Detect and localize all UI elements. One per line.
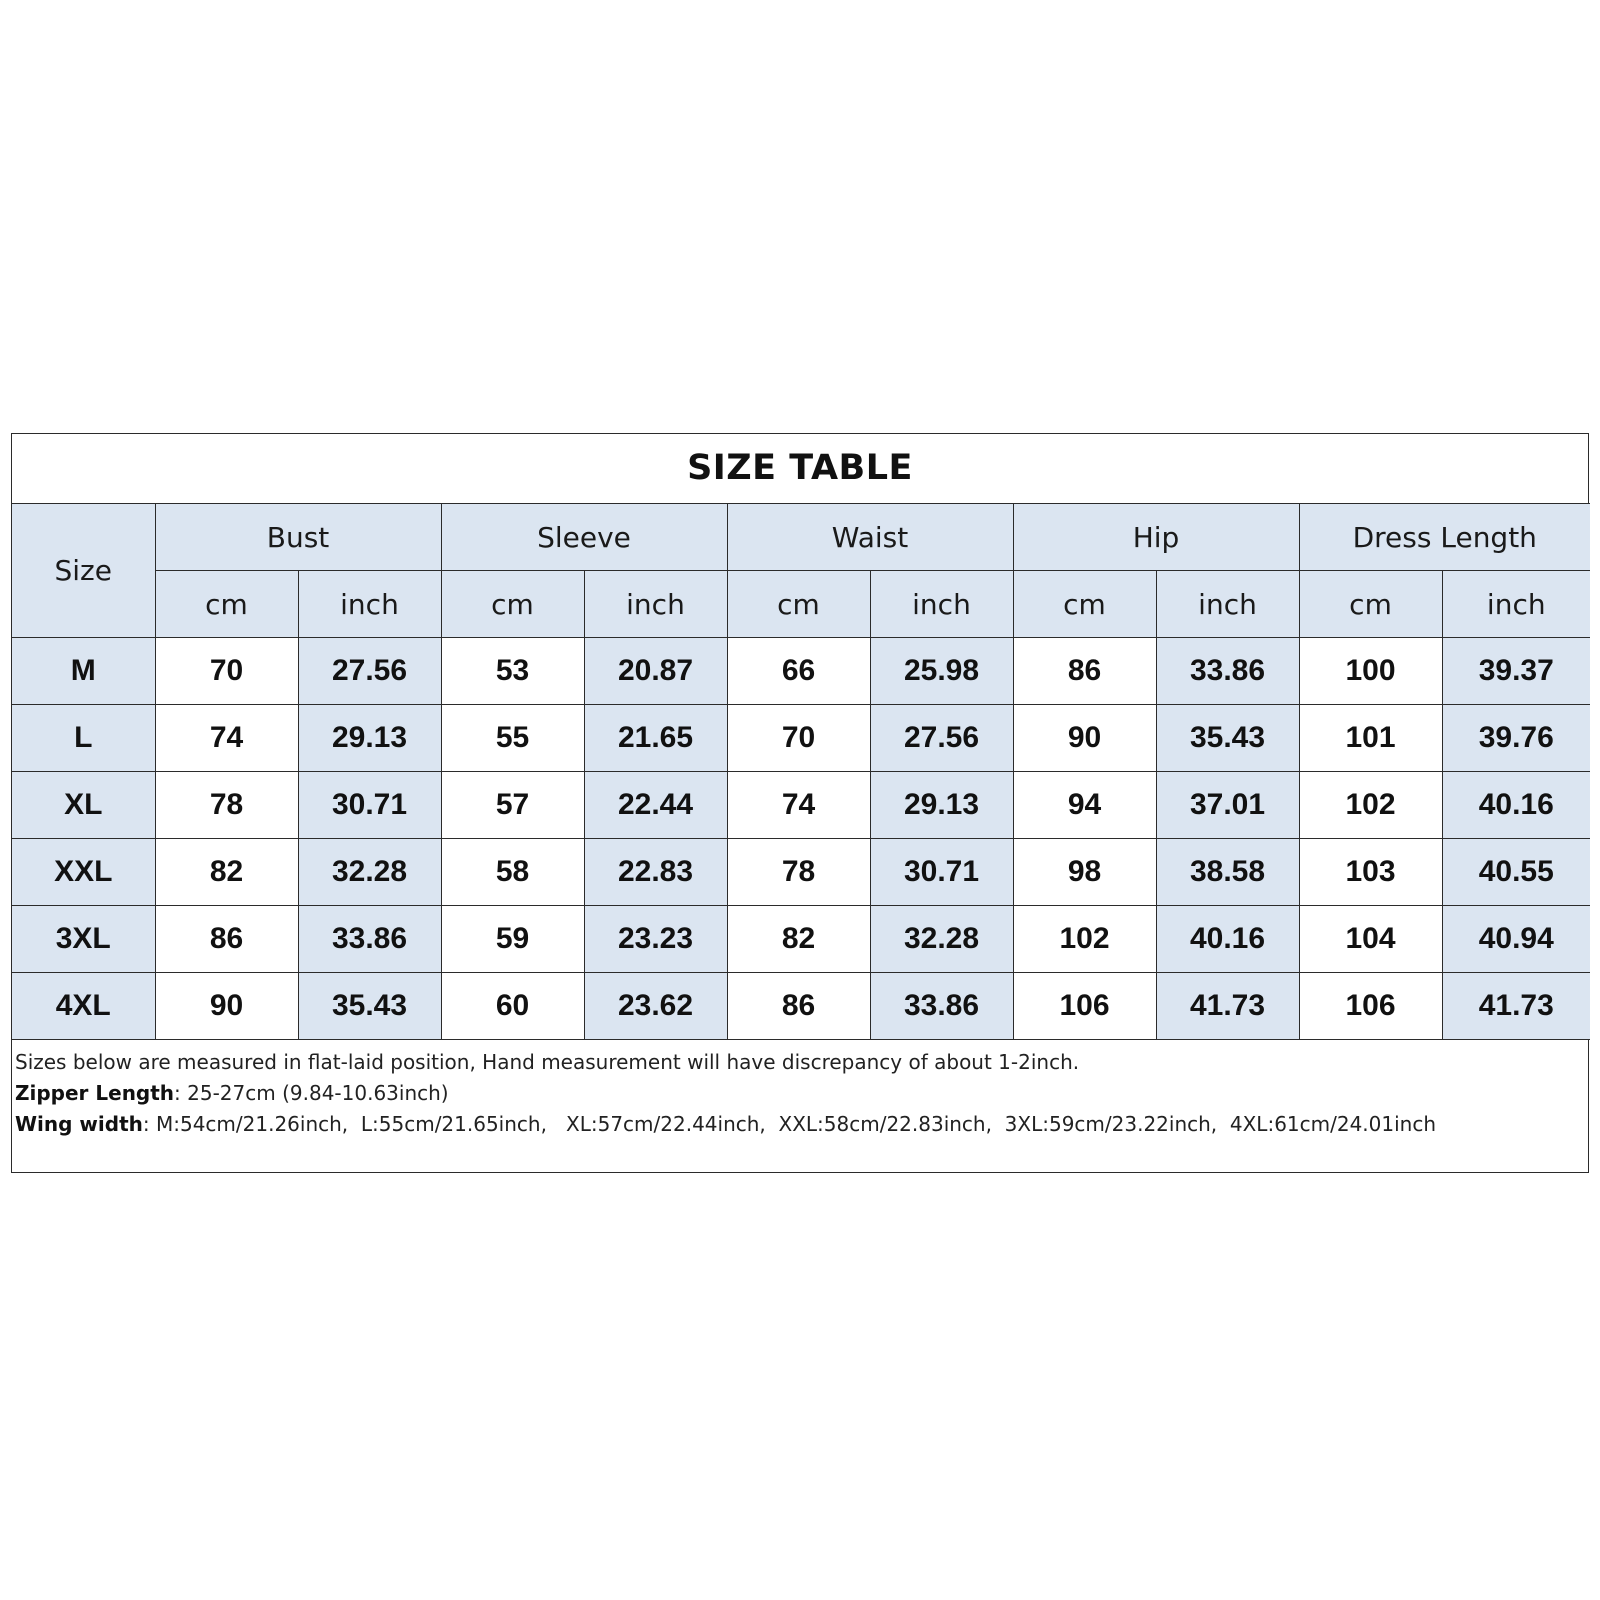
- size-table: [12, 503, 1590, 1040]
- group-header-sleeve: Sleeve: [441, 504, 727, 571]
- cm-value-cell: 86: [727, 973, 870, 1040]
- cm-value-cell: 102: [1013, 906, 1156, 973]
- cm-value-cell: 82: [727, 906, 870, 973]
- inch-value-cell: 23.62: [584, 973, 727, 1040]
- cm-value-cell: 90: [155, 973, 298, 1040]
- inch-value-cell: 41.73: [1442, 973, 1590, 1040]
- inch-value-cell: 25.98: [870, 638, 1013, 705]
- size-label-cell: M: [12, 638, 155, 705]
- cm-value-cell: 55: [441, 705, 584, 772]
- unit-header-inch: inch: [870, 571, 1013, 638]
- size-label-cell: XXL: [12, 839, 155, 906]
- table-row: [12, 906, 1590, 973]
- table-row: [12, 638, 1590, 705]
- cm-value-cell: 66: [727, 638, 870, 705]
- inch-value-cell: 33.86: [870, 973, 1013, 1040]
- table-row: [12, 839, 1590, 906]
- inch-value-cell: 35.43: [298, 973, 441, 1040]
- cm-value-cell: 70: [727, 705, 870, 772]
- cm-value-cell: 59: [441, 906, 584, 973]
- size-label-cell: 3XL: [12, 906, 155, 973]
- unit-header-cm: cm: [441, 571, 584, 638]
- cm-value-cell: 86: [155, 906, 298, 973]
- zipper-length-note: [15, 1078, 1585, 1109]
- size-chart: [11, 433, 1589, 1173]
- inch-value-cell: 20.87: [584, 638, 727, 705]
- unit-header-inch: inch: [298, 571, 441, 638]
- inch-value-cell: 40.94: [1442, 906, 1590, 973]
- cm-value-cell: 103: [1299, 839, 1442, 906]
- inch-value-cell: 40.16: [1442, 772, 1590, 839]
- inch-value-cell: 40.16: [1156, 906, 1299, 973]
- inch-value-cell: 37.01: [1156, 772, 1299, 839]
- wing-width-value: : M:54cm/21.26inch, L:55cm/21.65inch, XL:57cm/22.44inch, XXL:58cm/22.83inch, 3XL:59cm/23.22inch, 4XL:61cm/24.01inch: [142, 1112, 1437, 1136]
- size-label-cell: XL: [12, 772, 155, 839]
- zipper-length-label: Zipper Length: [15, 1081, 175, 1105]
- table-row: [12, 772, 1590, 839]
- wing-width-note: [15, 1109, 1585, 1140]
- inch-value-cell: 32.28: [870, 906, 1013, 973]
- cm-value-cell: 70: [155, 638, 298, 705]
- chart-title: SIZE TABLE: [687, 448, 913, 488]
- cm-value-cell: 106: [1013, 973, 1156, 1040]
- unit-header-inch: inch: [584, 571, 727, 638]
- cm-value-cell: 101: [1299, 705, 1442, 772]
- cm-value-cell: 104: [1299, 906, 1442, 973]
- unit-header-cm: cm: [155, 571, 298, 638]
- cm-value-cell: 102: [1299, 772, 1442, 839]
- cm-value-cell: 90: [1013, 705, 1156, 772]
- cm-value-cell: 94: [1013, 772, 1156, 839]
- group-header-waist: Waist: [727, 504, 1013, 571]
- cm-value-cell: 100: [1299, 638, 1442, 705]
- zipper-length-value: : 25-27cm (9.84-10.63inch): [174, 1081, 449, 1105]
- inch-value-cell: 29.13: [298, 705, 441, 772]
- cm-value-cell: 74: [727, 772, 870, 839]
- cm-value-cell: 78: [727, 839, 870, 906]
- unit-header-inch: inch: [1156, 571, 1299, 638]
- table-row: [12, 973, 1590, 1040]
- cm-value-cell: 60: [441, 973, 584, 1040]
- inch-value-cell: 33.86: [298, 906, 441, 973]
- cm-value-cell: 74: [155, 705, 298, 772]
- unit-header-cm: cm: [1299, 571, 1442, 638]
- wing-width-label: Wing width: [15, 1112, 143, 1136]
- unit-header-row: [12, 571, 1590, 638]
- unit-header-inch: inch: [1442, 571, 1590, 638]
- table-row: [12, 705, 1590, 772]
- inch-value-cell: 39.37: [1442, 638, 1590, 705]
- inch-value-cell: 35.43: [1156, 705, 1299, 772]
- inch-value-cell: 39.76: [1442, 705, 1590, 772]
- cm-value-cell: 106: [1299, 973, 1442, 1040]
- group-header-dress-length: Dress Length: [1299, 504, 1590, 571]
- inch-value-cell: 30.71: [298, 772, 441, 839]
- inch-value-cell: 40.55: [1442, 839, 1590, 906]
- inch-value-cell: 38.58: [1156, 839, 1299, 906]
- measurement-note: Sizes below are measured in flat-laid position, Hand measurement will have discrepancy of about 1-2inch.: [15, 1050, 1080, 1074]
- cm-value-cell: 58: [441, 839, 584, 906]
- inch-value-cell: 33.86: [1156, 638, 1299, 705]
- cm-value-cell: 82: [155, 839, 298, 906]
- group-header-row: [12, 504, 1590, 571]
- cm-value-cell: 86: [1013, 638, 1156, 705]
- inch-value-cell: 22.44: [584, 772, 727, 839]
- size-column-header: Size: [12, 504, 155, 638]
- inch-value-cell: 29.13: [870, 772, 1013, 839]
- inch-value-cell: 27.56: [298, 638, 441, 705]
- inch-value-cell: 27.56: [870, 705, 1013, 772]
- size-label-cell: 4XL: [12, 973, 155, 1040]
- cm-value-cell: 57: [441, 772, 584, 839]
- unit-header-cm: cm: [1013, 571, 1156, 638]
- cm-value-cell: 53: [441, 638, 584, 705]
- group-header-hip: Hip: [1013, 504, 1299, 571]
- inch-value-cell: 22.83: [584, 839, 727, 906]
- inch-value-cell: 21.65: [584, 705, 727, 772]
- group-header-bust: Bust: [155, 504, 441, 571]
- cm-value-cell: 78: [155, 772, 298, 839]
- size-label-cell: L: [12, 705, 155, 772]
- cm-value-cell: 98: [1013, 839, 1156, 906]
- notes: [15, 1047, 1585, 1140]
- inch-value-cell: 30.71: [870, 839, 1013, 906]
- inch-value-cell: 23.23: [584, 906, 727, 973]
- inch-value-cell: 41.73: [1156, 973, 1299, 1040]
- inch-value-cell: 32.28: [298, 839, 441, 906]
- unit-header-cm: cm: [727, 571, 870, 638]
